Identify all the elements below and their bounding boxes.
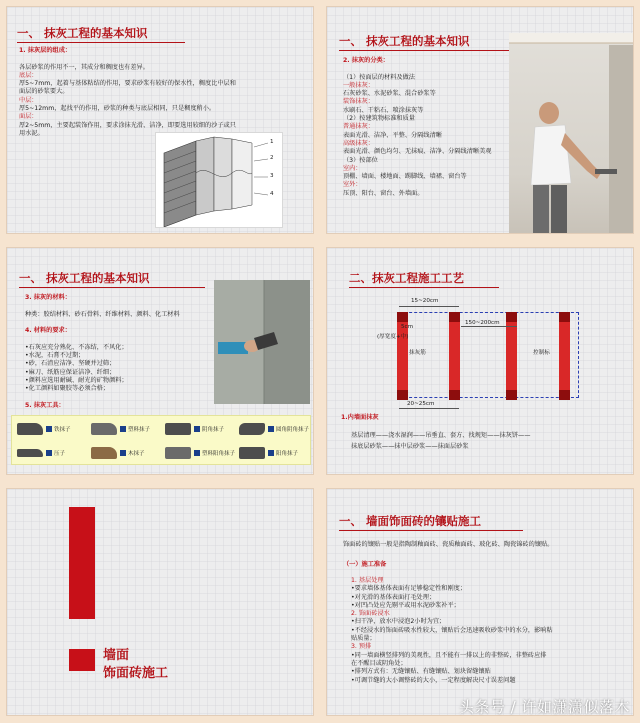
slide-construction-process[interactable] bbox=[326, 247, 634, 475]
body-line: 装饰抹灰： bbox=[343, 98, 374, 106]
slide-body bbox=[25, 294, 180, 410]
plaster-strip-2 bbox=[449, 312, 460, 400]
exclamation-bar bbox=[69, 507, 95, 619]
tool-press-trowel: 压子 bbox=[14, 442, 87, 466]
body-line: •麻刀、纸筋应保证洁净、纤细； bbox=[25, 368, 116, 376]
plaster-dot-4-top bbox=[559, 312, 570, 322]
tool-plastic-trowel: 塑料抹子 bbox=[88, 418, 161, 442]
plaster-dot-3-bottom bbox=[506, 390, 517, 400]
worker-figure bbox=[509, 33, 633, 233]
tool-iron-trowel: 铁抹子 bbox=[14, 418, 87, 442]
title-underline bbox=[19, 287, 205, 288]
dim-mid-label: 150~200cm bbox=[465, 320, 500, 326]
slide-title: 二、抹灰工程施工工艺 bbox=[349, 271, 464, 285]
plastering-figure bbox=[214, 280, 310, 404]
body-line: •扫干净，放水中浸泡2小时为宜； bbox=[351, 618, 446, 626]
body-line: •不经浸水的饰面砖吸水性较大，镶贴后会迅速吸收砂浆中的水分，影响粘 bbox=[351, 626, 553, 634]
process-step-line-2: 抹底层砂浆——抹中层砂浆——抹面层砂浆 bbox=[351, 443, 469, 450]
slide-title: 一、 抹灰工程的基本知识 bbox=[339, 34, 470, 48]
press-trowel-icon bbox=[17, 449, 43, 457]
body-line: 高级抹灰： bbox=[343, 139, 374, 147]
body-line: （3）按部位 bbox=[343, 156, 378, 164]
body-line: •排列方式有：无缝镶贴、有缝镶贴、划块留缝镶贴 bbox=[351, 668, 491, 676]
slide-body bbox=[343, 57, 492, 198]
body-line: 一般抹灰： bbox=[343, 81, 374, 89]
body-line: •化工颜料如聚胶等必须合格； bbox=[25, 385, 110, 393]
body-line: 贴质量； bbox=[351, 635, 376, 643]
title-underline bbox=[339, 530, 523, 531]
body-line: 用水泥。 bbox=[19, 129, 44, 137]
figure-label-4: 4 bbox=[270, 191, 274, 197]
body-line: 厚5~7mm，起着与基体粘结的作用，要求砂浆有较好的保水性，稠度比中层和 bbox=[19, 80, 236, 88]
plaster-dot-2-bottom bbox=[449, 390, 460, 400]
plaster-dot-4-bottom bbox=[559, 390, 570, 400]
body-line bbox=[19, 55, 236, 63]
body-line bbox=[25, 302, 180, 310]
process-step-line-1: 基层清理——浇水湿润——吊垂直、套方、找规矩——抹灰饼—— bbox=[351, 432, 531, 439]
dim-left-top-label: 5cm bbox=[401, 324, 414, 330]
body-line: 1. 基层处理 bbox=[351, 577, 384, 584]
slide-body bbox=[351, 577, 553, 685]
body-line: 面层的砂浆要大。 bbox=[19, 88, 69, 96]
slide-basic-knowledge-materials[interactable] bbox=[6, 247, 314, 475]
body-line: 厚5~12mm，起找平的作用，砂浆的种类与底层相同，只是稠度稍小。 bbox=[19, 105, 216, 113]
wood-trowel-icon bbox=[91, 447, 117, 459]
tool-plastic-outside-corner-trowel: 塑料阳角抹子 bbox=[162, 442, 235, 466]
body-line bbox=[343, 65, 492, 73]
slide-basic-knowledge-layers[interactable] bbox=[6, 6, 314, 234]
body-line: （2）按建筑物标准和质量 bbox=[343, 115, 415, 123]
plaster-layer-figure bbox=[156, 133, 283, 228]
dim-line-mid bbox=[461, 326, 517, 327]
body-line: 1. 抹灰层的组成： bbox=[19, 47, 72, 54]
plastering-tools-panel bbox=[11, 415, 311, 465]
title-underline bbox=[17, 42, 185, 43]
figure-label-1: 1 bbox=[270, 139, 274, 145]
body-line: 底层： bbox=[19, 71, 38, 79]
plaster-dot-1-top bbox=[397, 312, 408, 322]
body-line: 2. 抹灰的分类： bbox=[343, 57, 389, 64]
body-line: 面层： bbox=[19, 113, 38, 121]
iron-trowel-icon bbox=[17, 423, 43, 435]
body-line: •石灰应充分熟化、不冻结，不风化； bbox=[25, 343, 128, 351]
watermark: 头条号 / 许如潇潇似落木 bbox=[458, 698, 630, 716]
body-line: 3. 预排 bbox=[351, 643, 372, 651]
plaster-dot-2-top bbox=[449, 312, 460, 322]
plaster-layer-diagram bbox=[155, 132, 283, 228]
body-line: •颜料应选用耐碱、耐光的矿物颜料； bbox=[25, 376, 128, 384]
plastic-outside-corner-trowel-icon bbox=[165, 447, 191, 459]
section-heading: （一）施工准备 bbox=[343, 561, 387, 568]
tool-outside-corner-trowel: 阳角抹子 bbox=[236, 442, 309, 466]
body-line: 中层： bbox=[19, 96, 38, 104]
body-line: •砂，石渣应洁净、坚硬并过筛； bbox=[25, 360, 116, 368]
dim-top-label: 15~20cm bbox=[411, 298, 439, 304]
plastic-trowel-icon bbox=[91, 423, 117, 435]
body-line: 表面光滑、颜色均匀、无抹痕、洁净、分隔线清晰美观 bbox=[343, 148, 492, 156]
body-line: 压顶、阳台、窗台、外墙面。 bbox=[343, 189, 424, 197]
dim-line-top bbox=[399, 306, 459, 307]
body-line: •对凹凸处应先剔平或用水泥砂浆补平； bbox=[351, 601, 460, 609]
title-underline bbox=[339, 50, 509, 51]
body-line: 各层砂浆的作用不一，其成分和稠度也有差异。 bbox=[19, 63, 149, 71]
title-underline bbox=[349, 287, 499, 288]
body-line: 室外： bbox=[343, 181, 362, 189]
body-line: 普通抹灰： bbox=[343, 123, 374, 131]
body-line bbox=[25, 394, 180, 402]
body-line: 水刷石、干粘石、喷涂抹灰等 bbox=[343, 106, 424, 114]
body-line: 种类：胶结材料、砂石骨料、纤维材料、颜料、化工材料 bbox=[25, 310, 180, 318]
tool-wood-trowel: 木抹子 bbox=[88, 442, 161, 466]
body-line: •可调节缝的大小调整砖的大小，一定程度解决尺寸误差问题 bbox=[351, 676, 516, 684]
section-title-line-1: 墙面 bbox=[103, 648, 130, 663]
body-line bbox=[25, 319, 180, 327]
body-line: 3. 抹灰的材料： bbox=[25, 294, 71, 301]
plaster-dot-3-top bbox=[506, 312, 517, 322]
body-line: 表面光滑、洁净、平整、分隔线清晰 bbox=[343, 131, 442, 139]
figure-label-2: 2 bbox=[270, 155, 274, 161]
body-line: •水泥，石膏不过期； bbox=[25, 352, 85, 360]
body-line: （1）按面层的材料及做法 bbox=[343, 73, 415, 81]
figure-label-3: 3 bbox=[270, 173, 274, 179]
slide-section-tile-construction[interactable] bbox=[6, 488, 314, 716]
section-title-line-2: 饰面砖施工 bbox=[103, 666, 169, 681]
slide-wall-tile-installation[interactable] bbox=[326, 488, 634, 716]
plaster-dot-1-bottom bbox=[397, 390, 408, 400]
body-line: 室内： bbox=[343, 164, 362, 172]
tool-round-inside-corner-trowel: 圆角阴角抹子 bbox=[236, 418, 309, 442]
body-line bbox=[25, 335, 180, 343]
plastering-photo bbox=[214, 280, 310, 404]
label-control-mark: 控制标 bbox=[533, 350, 550, 356]
label-plaster-strip: 抹灰筋 bbox=[409, 350, 426, 356]
slide-body bbox=[19, 47, 236, 138]
body-line: 顶棚、墙面、楼地面、踢脚线、墙裙、窗台等 bbox=[343, 173, 467, 181]
dim-left-note: (厚宽度+中) bbox=[377, 334, 409, 340]
body-line: •要求墙体基体表面有足够稳定性和刚度； bbox=[351, 585, 467, 593]
round-inside-corner-trowel-icon bbox=[239, 423, 265, 435]
slide-title: 一、 墙面饰面砖的镶贴施工 bbox=[339, 514, 482, 528]
inside-corner-trowel-icon bbox=[165, 423, 191, 435]
tool-inside-corner-trowel: 阴角抹子 bbox=[162, 418, 235, 442]
body-line: •对光滑的基体表面打毛处理； bbox=[351, 593, 436, 601]
slide-title: 一、 抹灰工程的基本知识 bbox=[19, 271, 150, 285]
worker-photo bbox=[509, 33, 633, 233]
dim-line-bottom bbox=[399, 408, 459, 409]
body-line: 5. 抹灰工具： bbox=[25, 401, 65, 409]
slide-title: 一、 抹灰工程的基本知识 bbox=[17, 26, 148, 40]
body-line: 2. 饰面砖浸水 bbox=[351, 610, 390, 618]
body-line: 4. 材料的要求： bbox=[25, 327, 71, 335]
body-line: 石灰砂浆、水泥砂浆、混合砂浆等 bbox=[343, 90, 436, 98]
body-line: 厚2~5mm，主要起装饰作用，要求涂抹光滑、洁净，即要选用较细的沙子或只 bbox=[19, 121, 236, 129]
outside-corner-trowel-icon bbox=[239, 447, 265, 459]
plaster-strip-4 bbox=[559, 312, 570, 400]
section-heading: 1.内墙面抹灰 bbox=[341, 414, 379, 421]
body-line: 在不醒目或阴角处； bbox=[351, 659, 407, 667]
intro-text: 饰面砖的镶贴一般是指陶制釉面砖、瓷质釉面砖、玻化砖、陶瓷锦砖的镶贴。 bbox=[343, 541, 554, 548]
dim-bottom-label: 20~25cm bbox=[407, 401, 435, 407]
slide-basic-knowledge-classification[interactable] bbox=[326, 6, 634, 234]
body-line: •同一墙面横竖排列的美观性，且不能有一排以上的非整砖，非整砖应排 bbox=[351, 651, 547, 659]
exclamation-dot bbox=[69, 649, 95, 671]
